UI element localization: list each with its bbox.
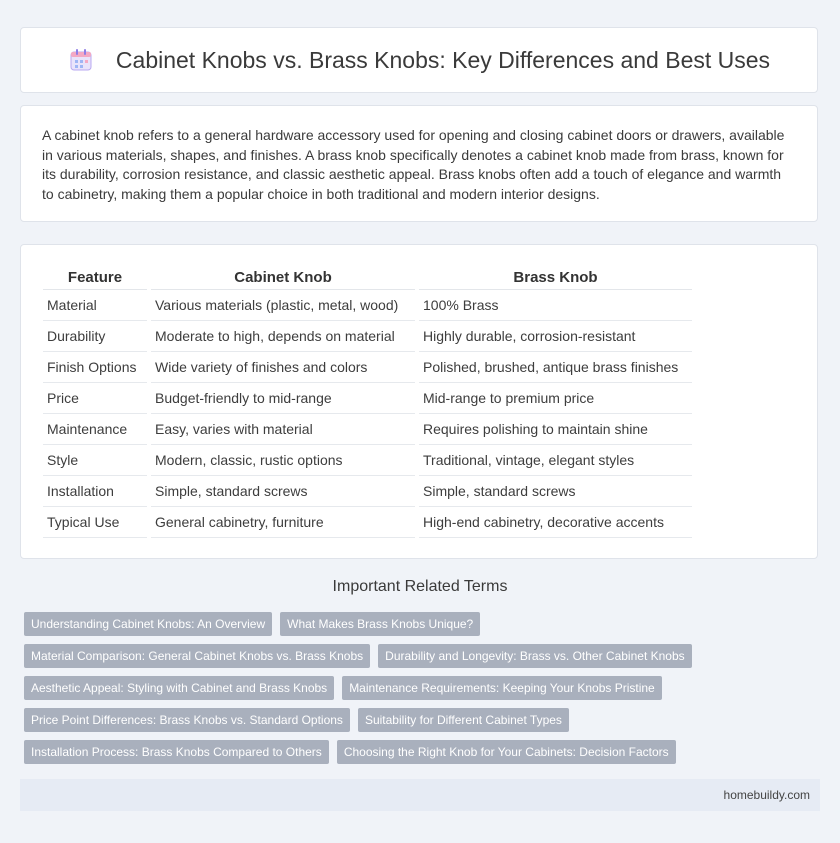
cell-brass-knob: Traditional, vintage, elegant styles bbox=[419, 445, 692, 476]
header-cabinet-knob: Cabinet Knob bbox=[151, 265, 415, 290]
cell-cabinet-knob: General cabinetry, furniture bbox=[151, 507, 415, 538]
cell-feature: Installation bbox=[43, 476, 147, 507]
related-terms-list bbox=[24, 612, 824, 772]
cell-cabinet-knob: Various materials (plastic, metal, wood) bbox=[151, 290, 415, 321]
related-terms-title: Important Related Terms bbox=[332, 578, 508, 595]
intro-card bbox=[20, 105, 818, 222]
table-row bbox=[43, 290, 692, 321]
footer-site: homebuildy.com bbox=[723, 788, 810, 802]
related-term-tag[interactable]: Understanding Cabinet Knobs: An Overview bbox=[24, 612, 272, 636]
header-feature: Feature bbox=[43, 265, 147, 290]
related-terms-row bbox=[24, 708, 824, 732]
table-header-row bbox=[43, 265, 692, 290]
related-term-tag[interactable]: Maintenance Requirements: Keeping Your Knobs Pristine bbox=[342, 676, 662, 700]
related-term-tag[interactable]: Suitability for Different Cabinet Types bbox=[358, 708, 569, 732]
table-row bbox=[43, 321, 692, 352]
table-row bbox=[43, 476, 692, 507]
related-term-tag[interactable]: Installation Process: Brass Knobs Compared to Others bbox=[24, 740, 329, 764]
cell-cabinet-knob: Budget-friendly to mid-range bbox=[151, 383, 415, 414]
table-row bbox=[43, 352, 692, 383]
comparison-card bbox=[20, 244, 818, 559]
related-terms-row bbox=[24, 740, 824, 764]
cell-brass-knob: Mid-range to premium price bbox=[419, 383, 692, 414]
page-title-text: Cabinet Knobs vs. Brass Knobs: Key Differences and Best Uses bbox=[115, 46, 771, 73]
table-row bbox=[43, 507, 692, 538]
table-row bbox=[43, 414, 692, 445]
related-term-tag[interactable]: Durability and Longevity: Brass vs. Other Cabinet Knobs bbox=[378, 644, 691, 668]
cell-cabinet-knob: Moderate to high, depends on material bbox=[151, 321, 415, 352]
related-term-tag[interactable]: Aesthetic Appeal: Styling with Cabinet and Brass Knobs bbox=[24, 676, 334, 700]
cell-cabinet-knob: Simple, standard screws bbox=[151, 476, 415, 507]
cell-feature: Durability bbox=[43, 321, 147, 352]
cell-feature: Finish Options bbox=[43, 352, 147, 383]
cell-cabinet-knob: Modern, classic, rustic options bbox=[151, 445, 415, 476]
cell-feature: Price bbox=[43, 383, 147, 414]
footer bbox=[20, 779, 820, 811]
related-term-tag[interactable]: What Makes Brass Knobs Unique? bbox=[280, 612, 480, 636]
cell-brass-knob: Requires polishing to maintain shine bbox=[419, 414, 692, 445]
cell-cabinet-knob: Wide variety of finishes and colors bbox=[151, 352, 415, 383]
related-term-tag[interactable]: Material Comparison: General Cabinet Knobs vs. Brass Knobs bbox=[24, 644, 370, 668]
cell-brass-knob: Highly durable, corrosion-resistant bbox=[419, 321, 692, 352]
table-row bbox=[43, 445, 692, 476]
title-card bbox=[20, 27, 818, 93]
cell-feature: Material bbox=[43, 290, 147, 321]
calendar-icon bbox=[68, 47, 94, 73]
comparison-table bbox=[39, 265, 696, 538]
page-title bbox=[68, 47, 770, 74]
related-term-tag[interactable]: Choosing the Right Knob for Your Cabinets: Decision Factors bbox=[337, 740, 676, 764]
related-terms-row bbox=[24, 612, 824, 636]
cell-brass-knob: 100% Brass bbox=[419, 290, 692, 321]
header-brass-knob: Brass Knob bbox=[419, 265, 692, 290]
related-terms-row bbox=[24, 644, 824, 668]
cell-brass-knob: High-end cabinetry, decorative accents bbox=[419, 507, 692, 538]
cell-feature: Maintenance bbox=[43, 414, 147, 445]
cell-cabinet-knob: Easy, varies with material bbox=[151, 414, 415, 445]
cell-feature: Typical Use bbox=[43, 507, 147, 538]
cell-feature: Style bbox=[43, 445, 147, 476]
table-row bbox=[43, 383, 692, 414]
cell-brass-knob: Simple, standard screws bbox=[419, 476, 692, 507]
related-term-tag[interactable]: Price Point Differences: Brass Knobs vs. Standard Options bbox=[24, 708, 350, 732]
cell-brass-knob: Polished, brushed, antique brass finishes bbox=[419, 352, 692, 383]
related-terms-row bbox=[24, 676, 824, 700]
intro-paragraph: A cabinet knob refers to a general hardware accessory used for opening and closing cabinet doors or drawers, available in various materials, shapes, and finishes. A brass knob specifically denotes a cabinet knob made from brass, known for its durability, corrosion resistance, and classic aesthetic appeal. Brass knobs often add a touch of elegance and warmth to cabinetry, making them a popular choice in both traditional and modern interior designs. bbox=[42, 127, 785, 202]
